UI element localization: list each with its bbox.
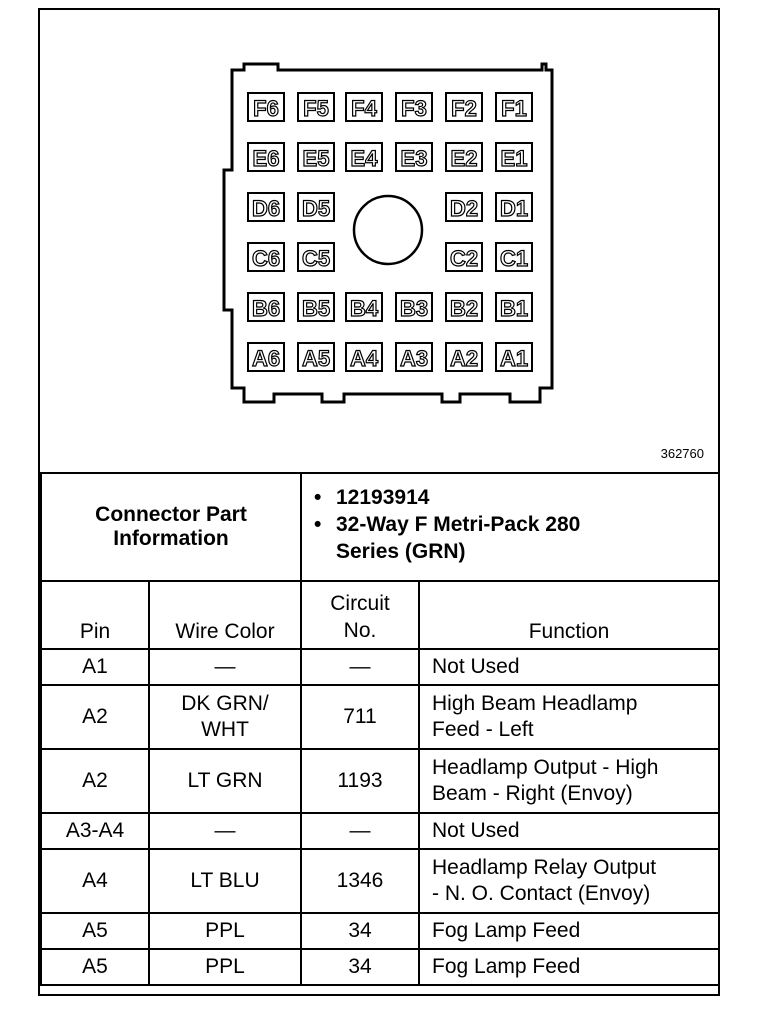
pin-e4	[346, 143, 382, 171]
pin-a5	[298, 343, 334, 371]
table-row	[41, 849, 719, 913]
circuit-cell	[301, 813, 419, 849]
pin-value: A1	[82, 655, 108, 678]
pin-c6	[248, 243, 284, 271]
circuit-cell	[301, 649, 419, 685]
circuit-cell	[301, 685, 419, 749]
pin-e2	[446, 143, 482, 171]
pin-label: E2	[450, 146, 478, 171]
header-row	[41, 581, 719, 649]
connector-info-list	[301, 473, 719, 581]
function-line2: Feed - Left	[432, 718, 534, 741]
pin-cell	[41, 649, 149, 685]
pin-value: A4	[82, 869, 108, 892]
wire-color-line1: —	[214, 819, 236, 842]
pin-value: A3-A4	[65, 819, 125, 842]
connector-diagram	[40, 10, 718, 472]
table-row	[41, 685, 719, 749]
info-label-line2: Information	[113, 527, 229, 550]
wire-color-cell	[149, 949, 301, 985]
pin-label: F3	[401, 96, 427, 121]
pin-b3	[396, 293, 432, 321]
circuit-value: 34	[348, 919, 372, 942]
circuit-value: 711	[343, 705, 377, 728]
wire-color-cell	[149, 749, 301, 813]
function-line1: Fog Lamp Feed	[432, 955, 581, 978]
function-cell	[419, 913, 719, 949]
pin-d5	[298, 193, 334, 221]
pin-cell	[41, 949, 149, 985]
pin-label: A4	[349, 346, 379, 371]
wire-color-line1: LT GRN	[187, 769, 263, 792]
pin-a4	[346, 343, 382, 371]
wire-color-cell	[149, 849, 301, 913]
pin-label: F2	[451, 96, 477, 121]
function-cell	[419, 813, 719, 849]
pin-d2	[446, 193, 482, 221]
part-number-item	[314, 484, 718, 511]
circuit-cell	[301, 949, 419, 985]
pin-c1	[496, 243, 532, 271]
wire-color-cell	[149, 813, 301, 849]
pin-label: E1	[500, 146, 528, 171]
function-line1: Headlamp Relay Output	[432, 856, 657, 879]
info-label-line1: Connector Part	[95, 503, 247, 526]
pin-f6	[248, 93, 284, 121]
pin-value: A2	[82, 769, 108, 792]
function-line2: - N. O. Contact (Envoy)	[432, 882, 651, 905]
pin-label: F1	[501, 96, 527, 121]
pin-f3	[396, 93, 432, 121]
pin-label: E5	[302, 146, 330, 171]
pin-label: A5	[301, 346, 331, 371]
function-cell	[419, 949, 719, 985]
pin-cell	[41, 849, 149, 913]
pin-cell	[41, 813, 149, 849]
header-circuit-line2: No.	[343, 619, 377, 642]
header-wire-color: Wire Color	[149, 581, 301, 649]
pin-cell	[41, 749, 149, 813]
table-row	[41, 749, 719, 813]
pin-f5	[298, 93, 334, 121]
pin-label: D1	[499, 196, 529, 221]
pin-value: A5	[82, 919, 108, 942]
pin-a1	[496, 343, 532, 371]
pin-e1	[496, 143, 532, 171]
pin-label: C5	[301, 246, 331, 271]
pin-e3	[396, 143, 432, 171]
pin-a6	[248, 343, 284, 371]
function-line1: Not Used	[432, 819, 520, 842]
pin-label: B4	[349, 296, 379, 321]
function-cell	[419, 749, 719, 813]
wire-color-line1: DK GRN/	[181, 692, 269, 715]
pin-label: E3	[400, 146, 428, 171]
pin-label: E6	[252, 146, 280, 171]
function-cell	[419, 849, 719, 913]
circuit-cell	[301, 849, 419, 913]
header-function: Function	[419, 581, 719, 649]
pin-label: D5	[301, 196, 331, 221]
wire-color-cell	[149, 913, 301, 949]
part-number: 12193914	[336, 486, 430, 509]
description-line2: Series (GRN)	[336, 540, 466, 563]
pin-b4	[346, 293, 382, 321]
pin-d1	[496, 193, 532, 221]
wire-color-line1: PPL	[205, 919, 245, 942]
pin-label: F4	[351, 96, 377, 121]
pin-label: B3	[399, 296, 429, 321]
header-circuit	[301, 581, 419, 649]
pin-a2	[446, 343, 482, 371]
pin-f4	[346, 93, 382, 121]
document-frame	[38, 8, 720, 996]
description-item	[314, 511, 718, 538]
connector-face-drawing	[40, 10, 718, 472]
pin-label: C2	[449, 246, 479, 271]
pin-c2	[446, 243, 482, 271]
info-row	[41, 473, 719, 581]
function-cell	[419, 649, 719, 685]
table-row	[41, 949, 719, 985]
connector-info-label	[41, 473, 301, 581]
circuit-value: 34	[348, 955, 372, 978]
pin-label: B6	[251, 296, 281, 321]
pin-label: B5	[301, 296, 331, 321]
wire-color-cell	[149, 649, 301, 685]
pin-d6	[248, 193, 284, 221]
wire-color-line1: PPL	[205, 955, 245, 978]
description-line1: 32-Way F Metri-Pack 280	[336, 513, 581, 536]
figure-number: 362760	[660, 446, 704, 461]
wire-color-line2: WHT	[201, 718, 249, 741]
pin-label: D6	[251, 196, 281, 221]
circuit-value: 1193	[337, 769, 383, 792]
pin-b1	[496, 293, 532, 321]
pin-e5	[298, 143, 334, 171]
function-line1: High Beam Headlamp	[432, 692, 638, 715]
pin-label: B2	[449, 296, 479, 321]
function-line1: Headlamp Output - High	[432, 756, 659, 779]
wire-color-line1: LT BLU	[190, 869, 260, 892]
pin-f2	[446, 93, 482, 121]
pin-e6	[248, 143, 284, 171]
pin-label: A1	[499, 346, 529, 371]
pin-label: A2	[449, 346, 479, 371]
pin-label: E4	[350, 146, 378, 171]
pin-b6	[248, 293, 284, 321]
pin-f1	[496, 93, 532, 121]
pin-c5	[298, 243, 334, 271]
table-row	[41, 649, 719, 685]
function-cell	[419, 685, 719, 749]
pin-label: C1	[499, 246, 529, 271]
circuit-value: —	[349, 819, 371, 842]
pin-label: F6	[253, 96, 279, 121]
pin-cell	[41, 685, 149, 749]
center-key-hole	[354, 196, 422, 264]
pin-value: A5	[82, 955, 108, 978]
pin-value: A2	[82, 705, 108, 728]
table-row	[41, 813, 719, 849]
pin-label: D2	[449, 196, 479, 221]
pin-label: C6	[251, 246, 281, 271]
pin-label: A3	[399, 346, 429, 371]
connector-table	[40, 472, 720, 986]
pin-label: F5	[303, 96, 329, 121]
wire-color-line1: —	[214, 655, 236, 678]
pin-cell	[41, 913, 149, 949]
function-line2: Beam - Right (Envoy)	[432, 782, 633, 805]
circuit-cell	[301, 913, 419, 949]
pin-label: A6	[251, 346, 281, 371]
table-row	[41, 913, 719, 949]
circuit-value: —	[349, 655, 371, 678]
circuit-cell	[301, 749, 419, 813]
circuit-value: 1346	[336, 869, 384, 892]
pin-a3	[396, 343, 432, 371]
function-line1: Not Used	[432, 655, 520, 678]
header-pin: Pin	[41, 581, 149, 649]
bullet: •	[314, 486, 322, 509]
wire-color-cell	[149, 685, 301, 749]
bullet: •	[314, 513, 322, 536]
pin-b5	[298, 293, 334, 321]
header-circuit-line1: Circuit	[330, 592, 390, 615]
pin-b2	[446, 293, 482, 321]
function-line1: Fog Lamp Feed	[432, 919, 581, 942]
pin-label: B1	[499, 296, 529, 321]
